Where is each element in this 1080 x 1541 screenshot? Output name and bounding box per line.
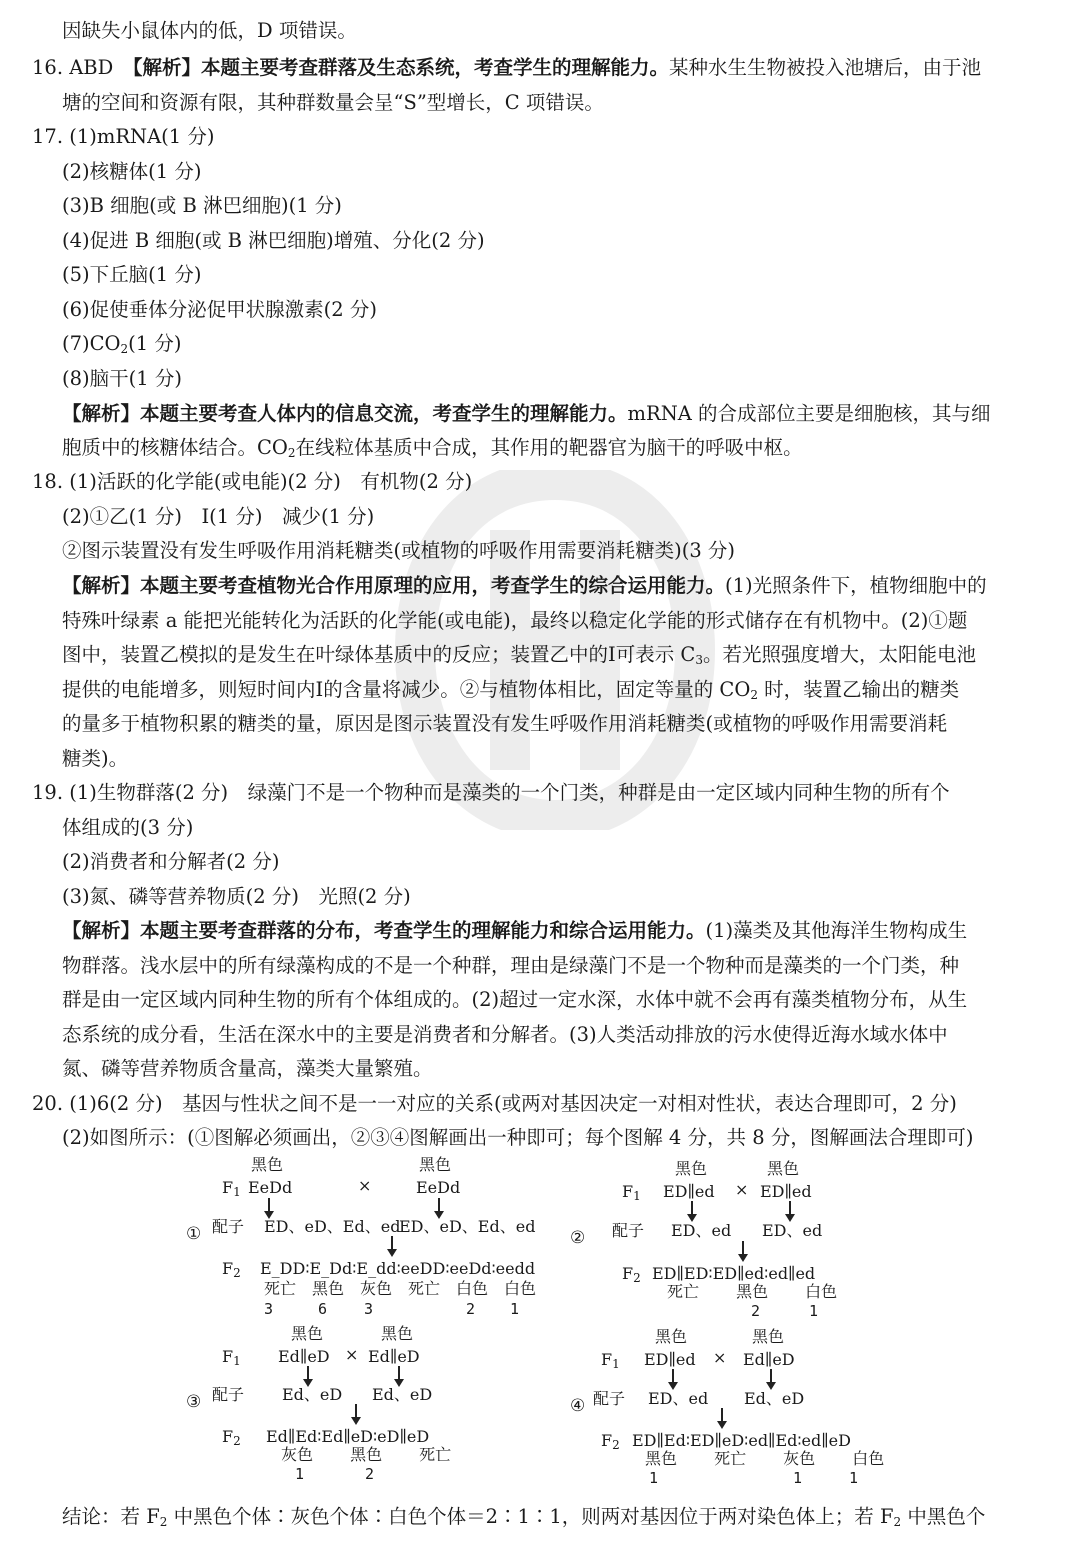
count: 3 — [364, 1300, 374, 1318]
answer-item: (3)B 细胞(或 B 淋巴细胞)(1 分) — [62, 194, 342, 217]
text-span: (7)CO — [62, 332, 121, 355]
subscript: 1 — [233, 1185, 241, 1199]
cross-symbol: × — [358, 1176, 372, 1195]
text-span: (1 分) — [128, 332, 182, 355]
count: 3 — [264, 1300, 274, 1318]
gamete-label: 配子 — [593, 1389, 626, 1408]
count: 1 — [809, 1302, 819, 1320]
answer-item: (8)脑干(1 分) — [62, 367, 182, 390]
gametes: ED、ed — [671, 1221, 732, 1240]
analysis-heading: 【解析】本题主要考查群落及生态系统，考查学生的理解能力。 — [132, 56, 670, 79]
gametes: Ed、eD — [744, 1389, 805, 1408]
subscript: 2 — [287, 446, 296, 460]
analysis-text: 某种水生生物被投入池塘后，由于池 — [669, 56, 982, 79]
phenotype-label: 黑色 — [767, 1159, 800, 1178]
count: 2 — [466, 1300, 476, 1318]
question-19-item: 19. (1)生物群落(2 分) 绿藻门不是一个物种而是藻类的一个门类，种群是由一定区域内同种生物的所有个 — [32, 781, 950, 804]
text-line: 物群落。浅水层中的所有绿藻构成的不是一个种群，理由是绿藻门不是一个物种而是藻类的一个门类，种 — [62, 954, 960, 977]
answer-letters: 16. ABD — [32, 56, 114, 79]
phenotype-label: 黑色 — [291, 1324, 324, 1343]
text-line: 糖类)。 — [62, 747, 129, 770]
generation-label — [222, 1347, 241, 1371]
text-span: F — [622, 1182, 634, 1201]
text-line: 体组成的(3 分) — [62, 816, 194, 839]
phenotype-label: 黑色 — [381, 1324, 414, 1343]
gametes: ED、ed — [648, 1389, 709, 1408]
conclusion-line — [62, 1500, 985, 1539]
count: 1 — [793, 1469, 803, 1487]
text-line: 的量多于植物积累的糖类的量，原因是图示装置没有发生呼吸作用消耗糖类(或植物的呼吸作用需要消耗 — [62, 712, 948, 735]
answer-item: (2)①乙(1 分) Ⅰ(1 分) 减少(1 分) — [62, 505, 375, 528]
text-line: 态系统的成分看，生活在深水中的主要是消费者和分解者。(3)人类活动排放的污水使得近海水域水体中 — [62, 1023, 948, 1046]
subscript: 2 — [120, 342, 129, 356]
answer-item — [62, 327, 182, 366]
text-span: F — [601, 1350, 613, 1369]
text-span: F — [601, 1431, 613, 1450]
analysis-heading: 【解析】本题主要考查植物光合作用原理的应用，考查学生的综合运用能力。 — [62, 574, 726, 597]
subscript: 2 — [750, 688, 758, 702]
text-line: 氮、磷等营养物质含量高，藻类大量繁殖。 — [62, 1057, 433, 1080]
count: 1 — [295, 1465, 305, 1483]
analysis-paragraph — [62, 914, 967, 948]
text-span: 提供的电能增多，则短时间内Ⅰ的含量将减少。②与植物体相比，固定等量的 CO — [62, 678, 751, 701]
question-18-item: 18. (1)活跃的化学能(或电能)(2 分) 有机物(2 分) — [32, 470, 473, 493]
phenotype-label: 黑色 — [419, 1155, 452, 1174]
subscript: 2 — [633, 1271, 641, 1285]
arrow-down-icon — [686, 1201, 698, 1223]
text-span: F — [622, 1264, 634, 1283]
count: 1 — [649, 1469, 659, 1487]
phenotype-label: 黑色 — [752, 1327, 785, 1346]
answer-item: (6)促使垂体分泌促甲状腺激素(2 分) — [62, 298, 377, 321]
text-span: F — [222, 1259, 234, 1278]
question-17-item: 17. (1)mRNA(1 分) — [32, 125, 215, 148]
gamete-label: 配子 — [212, 1385, 245, 1404]
gametes: ED、eD、Ed、ed — [399, 1217, 536, 1236]
answer-item: (2)消费者和分解者(2 分) — [62, 850, 280, 873]
text-span: 图中，装置乙模拟的是发生在叶绿体基质中的反应；装置乙中的Ⅰ可表示 C — [62, 643, 696, 666]
diagram-number: ④ — [570, 1396, 586, 1416]
count: 2 — [365, 1465, 375, 1483]
question-16-answer — [32, 51, 981, 85]
generation-label — [222, 1178, 241, 1202]
phenotype-row: 灰色 黑色 死亡 — [281, 1445, 452, 1464]
arrow-down-icon — [350, 1404, 362, 1426]
analysis-heading: 【解析】本题主要考查人体内的信息交流，考查学生的理解能力。 — [62, 402, 628, 425]
phenotype-label: 黑色 — [251, 1155, 284, 1174]
text-span: F — [222, 1178, 234, 1197]
genotype-ratio: ED∥ED∶ED∥ed∶ed∥ed — [652, 1264, 816, 1283]
generation-label — [222, 1427, 241, 1451]
gametes: Ed、eD — [282, 1385, 343, 1404]
genotype-ratio: Ed∥Ed∶Ed∥eD∶eD∥eD — [266, 1427, 430, 1446]
text-span: mRNA 的合成部位主要是细胞核，其与细 — [627, 402, 991, 425]
answer-item: ②图示装置没有发生呼吸作用消耗糖类(或植物的呼吸作用需要消耗糖类)(3 分) — [62, 539, 736, 562]
genotype-ratio: ED∥Ed∶ED∥eD∶ed∥Ed∶ed∥eD — [632, 1431, 851, 1450]
gamete-label: 配子 — [212, 1217, 245, 1236]
genotype: EeDd — [248, 1178, 293, 1197]
text-span: 结论：若 F — [62, 1505, 160, 1528]
text-span: 胞质中的核糖体结合。CO — [62, 436, 288, 459]
diagram-number: ② — [570, 1228, 586, 1248]
analysis-heading: 【解析】本题主要考查群落的分布，考查学生的理解能力和综合运用能力。 — [62, 919, 706, 942]
phenotype-row: 黑色 死亡 灰色 白色 — [645, 1449, 885, 1468]
phenotype-row: 死亡 黑色 灰色 死亡 白色 白色 — [264, 1279, 537, 1298]
phenotype-label: 黑色 — [655, 1327, 688, 1346]
subscript: 1 — [612, 1357, 620, 1371]
arrow-down-icon — [667, 1369, 679, 1391]
analysis-paragraph — [62, 569, 987, 603]
genotype-ratio: E_DD∶E_Dd∶E_dd∶eeDD∶eeDd∶eedd — [260, 1259, 536, 1278]
text-span: 中黑色个体∶灰色个体∶白色个体＝2∶1∶1，则两对基因位于两对染色体上；若 F — [167, 1505, 894, 1528]
text-span: F — [222, 1427, 234, 1446]
text-line: 群是由一定区域内同种生物的所有个体组成的。(2)超过一定水深，水体中就不会再有藻类植物分布，从生 — [62, 988, 968, 1011]
subscript: 2 — [233, 1434, 241, 1448]
count: 2 — [751, 1302, 761, 1320]
answer-item: (3)氮、磷等营养物质(2 分) 光照(2 分) — [62, 885, 411, 908]
genotype: Ed∥eD — [368, 1347, 420, 1366]
subscript: 2 — [612, 1438, 620, 1452]
arrow-down-icon — [716, 1408, 728, 1430]
arrow-down-icon — [737, 1241, 749, 1263]
subscript: 2 — [893, 1515, 902, 1529]
gametes: ED、ed — [762, 1221, 823, 1240]
generation-label — [622, 1264, 641, 1288]
answer-item: (4)促进 B 细胞(或 B 淋巴细胞)增殖、分化(2 分) — [62, 229, 485, 252]
count: 1 — [849, 1469, 859, 1487]
text-line — [62, 638, 976, 677]
cross-symbol: × — [735, 1180, 749, 1199]
subscript: 2 — [233, 1266, 241, 1280]
arrow-down-icon — [386, 1236, 398, 1258]
text-span: 在线粒体基质中合成，其作用的靶器官为脑干的呼吸中枢。 — [295, 436, 803, 459]
subscript: 3 — [695, 653, 703, 667]
diagram-number: ③ — [186, 1392, 202, 1412]
generation-label — [222, 1259, 241, 1283]
subscript: 2 — [159, 1515, 168, 1529]
genotype: ED∥ed — [760, 1182, 812, 1201]
answer-item: (2)核糖体(1 分) — [62, 160, 202, 183]
phenotype-label: 黑色 — [675, 1159, 708, 1178]
generation-label — [622, 1182, 641, 1206]
subscript: 1 — [233, 1354, 241, 1368]
text-span: 时，装置乙输出的糖类 — [757, 678, 960, 701]
text-line: 因缺失小鼠体内的低，D 项错误。 — [62, 19, 357, 42]
text-span: 中黑色个 — [901, 1505, 986, 1528]
text-span: F — [222, 1347, 234, 1366]
generation-label — [601, 1350, 620, 1374]
arrow-down-icon — [765, 1369, 777, 1391]
genotype: Ed∥eD — [278, 1347, 330, 1366]
text-line: 塘的空间和资源有限，其种群数量会呈“S”型增长，C 项错误。 — [62, 91, 604, 114]
phenotype-row: 死亡 黑色 白色 — [667, 1282, 838, 1301]
text-span: 。若光照强度增大，太阳能电池 — [702, 643, 976, 666]
gametes: Ed、eD — [372, 1385, 433, 1404]
subscript: 1 — [633, 1189, 641, 1203]
text-line: 特殊叶绿素 a 能把光能转化为活跃的化学能(或电能)，最终以稳定化学能的形式储存在有机物中。(2)①题 — [62, 609, 968, 632]
analysis-paragraph — [62, 397, 991, 431]
gametes: ED、eD、Ed、ed — [264, 1217, 401, 1236]
question-20-item: 20. (1)6(2 分) 基因与性状之间不是一一对应的关系(或两对基因决定一对相对性状，表达合理即可，2 分) — [32, 1092, 957, 1115]
genotype: EeDd — [416, 1178, 461, 1197]
cross-symbol: × — [345, 1345, 359, 1364]
answer-item: (5)下丘脑(1 分) — [62, 263, 202, 286]
count: 1 — [510, 1300, 520, 1318]
generation-label — [601, 1431, 620, 1455]
diagram-number: ① — [186, 1224, 202, 1244]
answer-item: (2)如图所示：(①图解必须画出，②③④图解画出一种即可；每个图解 4 分，共 8 分，图解画法合理即可) — [62, 1126, 974, 1149]
cross-symbol: × — [713, 1348, 727, 1367]
gamete-label: 配子 — [612, 1221, 645, 1240]
text-span: (1)藻类及其他海洋生物构成生 — [705, 919, 968, 942]
genotype: ED∥ed — [663, 1182, 715, 1201]
count: 6 — [318, 1300, 328, 1318]
genotype: Ed∥eD — [743, 1350, 795, 1369]
arrow-down-icon — [784, 1201, 796, 1223]
genotype: ED∥ed — [644, 1350, 696, 1369]
text-span: (1)光照条件下，植物细胞中的 — [725, 574, 987, 597]
